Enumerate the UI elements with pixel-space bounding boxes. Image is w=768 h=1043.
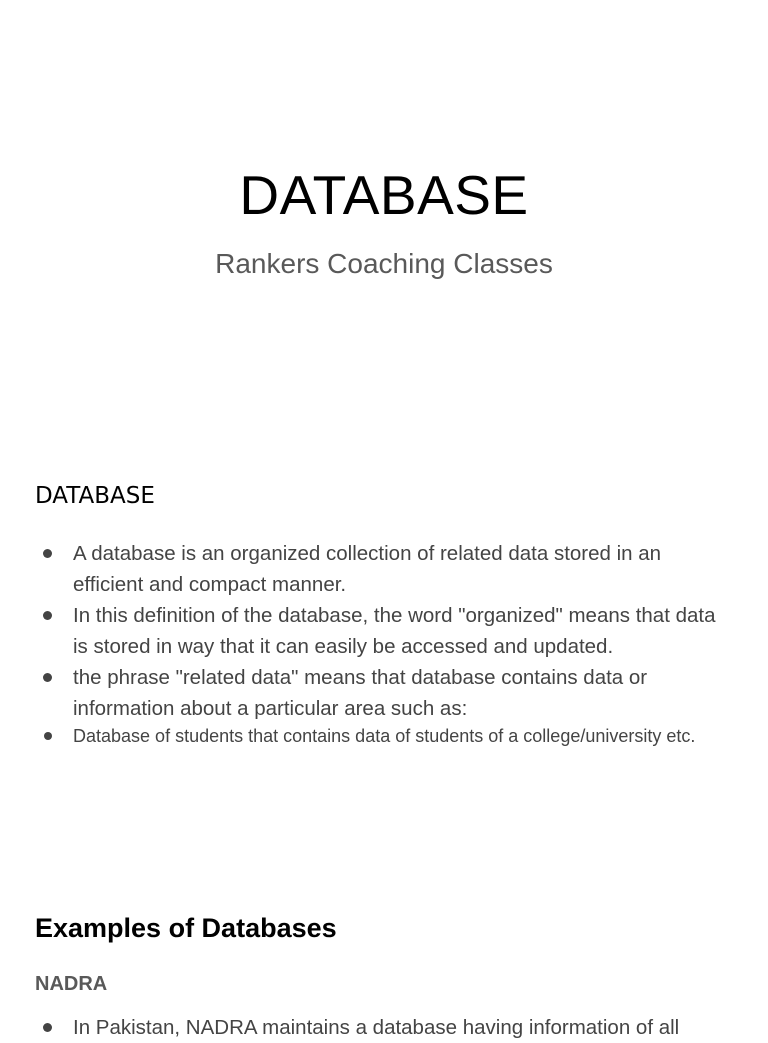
examples-heading: Examples of Databases <box>35 913 337 943</box>
bullet-dot-icon <box>44 732 52 740</box>
bullet-text: A database is an organized collection of related data stored in an efficient and compact manner. <box>73 542 662 596</box>
definition-bullet-list <box>0 538 768 751</box>
bullet-item <box>0 662 768 724</box>
bullet-text: Database of students that contains data of students of a college/university etc. <box>73 726 696 746</box>
bullet-item <box>0 600 768 662</box>
bullet-text: the phrase "related data" means that database contains data or information about a particular area such as: <box>73 666 648 720</box>
bullet-dot-icon <box>43 1023 52 1032</box>
cover-title: DATABASE <box>239 164 529 226</box>
bullet-dot-icon <box>43 549 52 558</box>
cover-subtitle: Rankers Coaching Classes <box>215 248 553 279</box>
nadra-bullet-list <box>0 1012 768 1043</box>
bullet-item <box>0 722 768 751</box>
bullet-item <box>0 1012 768 1043</box>
bullet-text: In Pakistan, NADRA maintains a database having information of all <box>73 1016 680 1039</box>
bullet-dot-icon <box>43 673 52 682</box>
bullet-text: In this definition of the database, the word "organized" means that data is stored in way that it can easily be accessed and updated. <box>73 604 716 658</box>
bullet-item <box>0 538 768 600</box>
nadra-subheading: NADRA <box>35 973 108 995</box>
section-heading: DATABASE <box>35 483 155 509</box>
bullet-dot-icon <box>43 611 52 620</box>
